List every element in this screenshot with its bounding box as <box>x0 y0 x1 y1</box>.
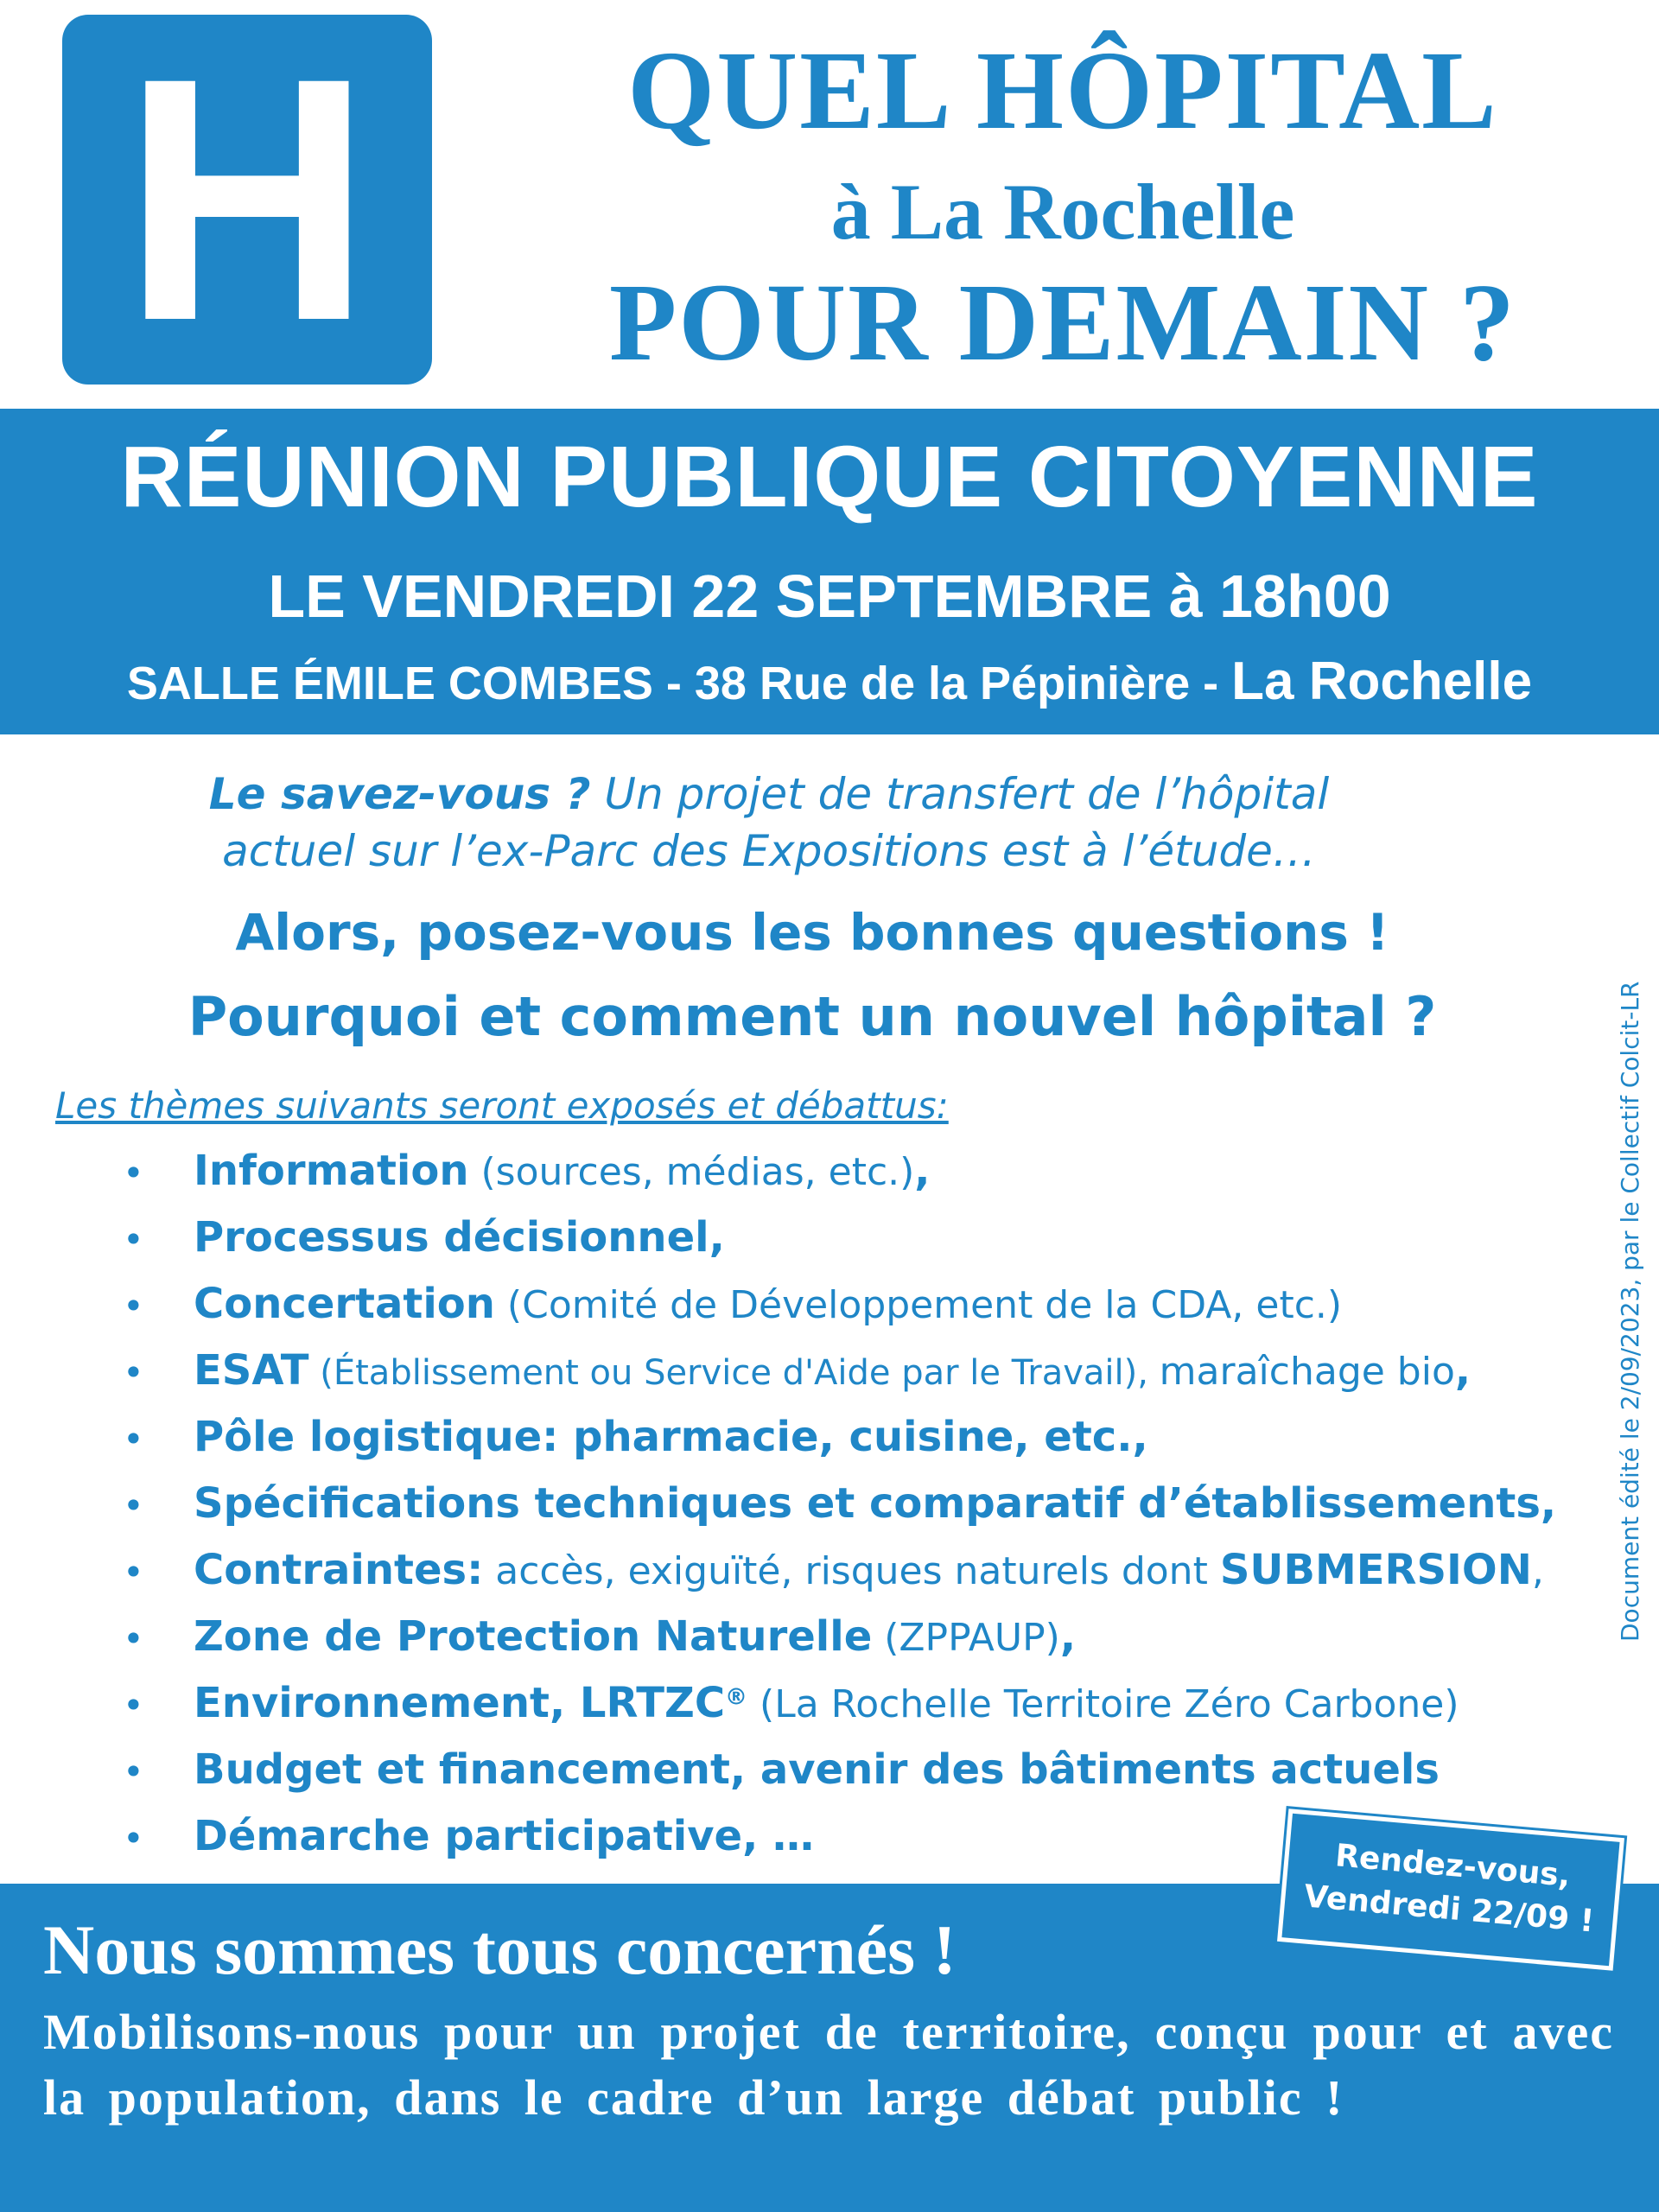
item-bold: ESAT <box>194 1346 309 1395</box>
item-bold: Pôle logistique: pharmacie, cuisine, etc., <box>194 1413 1148 1461</box>
intro-line-2: actuel sur l’ex-Parc des Expositions est à l’étude… <box>222 826 1316 876</box>
hospital-h-letter: H <box>122 6 372 392</box>
list-item <box>0 1677 1607 1744</box>
item-bold: Budget et financement, avenir des bâtiments actuels <box>194 1745 1440 1794</box>
list-item <box>0 1278 1607 1344</box>
event-date: LE VENDREDI 22 SEPTEMBRE à 18h00 <box>268 563 1391 630</box>
item-bold: Démarche participative, … <box>194 1812 815 1860</box>
list-item <box>0 1478 1607 1544</box>
bullet-icon: • <box>123 1684 144 1726</box>
item-bold: Contraintes: <box>194 1546 484 1594</box>
list-item <box>0 1611 1607 1677</box>
intro-line-1: Un projet de transfert de l’hôpital <box>590 769 1330 819</box>
list-item <box>0 1744 1607 1810</box>
bullet-icon: • <box>123 1285 144 1327</box>
item-bold: Zone de Protection Naturelle <box>194 1612 873 1661</box>
item-bold: Information <box>194 1147 469 1195</box>
intro-lead: Le savez-vous ? <box>208 769 591 819</box>
question-1: Alors, posez-vous les bonnes questions ! <box>235 903 1389 962</box>
bullet-icon: • <box>123 1152 144 1194</box>
event-banner <box>0 409 1659 734</box>
list-item <box>0 1544 1607 1611</box>
bullet-icon: • <box>123 1351 144 1394</box>
themes-heading: Les thèmes suivants seront exposés et débattus: <box>55 1084 949 1127</box>
list-item <box>0 1411 1607 1478</box>
themes-list <box>0 1145 1607 1877</box>
item-tail: , <box>1454 1346 1471 1395</box>
venue-city: La Rochelle <box>1231 652 1533 711</box>
bullet-icon: • <box>123 1484 144 1527</box>
item-tail: , <box>914 1147 931 1195</box>
list-item <box>0 1145 1607 1211</box>
footer-title: Nous sommes tous concernés ! <box>43 1910 957 1989</box>
registered-mark: ® <box>725 1684 748 1711</box>
bullet-icon: • <box>123 1551 144 1593</box>
list-item <box>0 1211 1607 1278</box>
item-bold: Concertation <box>194 1280 495 1328</box>
item-detail: (Comité de Développement de la CDA, etc.) <box>494 1283 1343 1327</box>
item-detail: (Établissement ou Service d'Aide par le Travail), <box>308 1353 1160 1393</box>
item-detail: (La Rochelle Territoire Zéro Carbone) <box>747 1682 1459 1726</box>
event-title: RÉUNION PUBLIQUE CITOYENNE <box>120 429 1539 525</box>
footer-body: Mobilisons-nous pour un projet de territoire, conçu pour et avec la population, dans le cadre d’un large débat public ! <box>43 2004 1614 2126</box>
item-tail: , <box>1531 1549 1544 1593</box>
item-bold: Spécifications techniques et comparatif d’établissements, <box>194 1479 1557 1528</box>
bullet-icon: • <box>123 1418 144 1460</box>
venue-address: SALLE ÉMILE COMBES - 38 Rue de la Pépinière - <box>126 658 1232 709</box>
list-item <box>0 1344 1607 1411</box>
item-detail: accès, exiguïté, risques naturels dont <box>483 1549 1220 1593</box>
stamp-line-1: Rendez-vous, <box>1333 1838 1573 1894</box>
headline-line-1: QUEL HÔPITAL <box>627 29 1498 153</box>
item-detail: (ZPPAUP) <box>872 1616 1060 1660</box>
bullet-icon: • <box>123 1817 144 1859</box>
event-venue <box>0 651 1659 712</box>
side-note: Document édité le 2/09/2023, par le Collectif Colcit-LR <box>1616 981 1644 1642</box>
stamp-line-2: Vendredi 22/09 ! <box>1302 1878 1596 1940</box>
bullet-icon: • <box>123 1218 144 1261</box>
question-2: Pourquoi et comment un nouvel hôpital ? <box>188 985 1437 1048</box>
hospital-logo <box>62 6 432 392</box>
bullet-icon: • <box>123 1618 144 1660</box>
item-tail: , <box>1059 1612 1077 1661</box>
bullet-icon: • <box>123 1751 144 1793</box>
intro-text <box>86 766 1452 880</box>
item-detail: (sources, médias, etc.) <box>468 1150 915 1194</box>
headline-line-3: POUR DEMAIN ? <box>609 261 1516 384</box>
item-bold-2: SUBMERSION <box>1219 1546 1532 1594</box>
item-detail-2: maraîchage bio <box>1159 1350 1455 1394</box>
headline-line-2: à La Rochelle <box>830 168 1295 256</box>
item-bold: Processus décisionnel, <box>194 1213 725 1262</box>
item-bold: Environnement, LRTZC <box>194 1679 726 1727</box>
